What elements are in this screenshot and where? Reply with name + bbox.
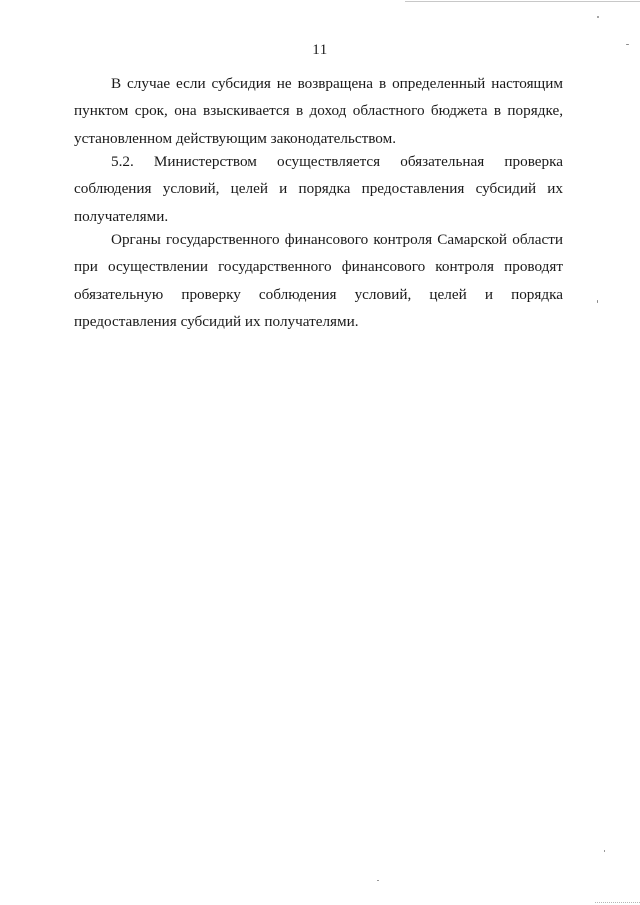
- page-number: 11: [312, 42, 328, 58]
- paragraph-line: Органы государственного финансового контроля Самарской области: [111, 231, 563, 248]
- paragraph-subsidy-refund: [74, 70, 563, 152]
- paragraph-line: при осуществлении государственного финансового контроля проводят: [74, 258, 563, 276]
- paragraph-line: обязательную проверку соблюдения условий, целей и порядка: [74, 285, 563, 303]
- paragraph-line: соблюдения условий, целей и порядка предоставления субсидий их: [74, 180, 563, 198]
- paragraph-line: 5.2. Министерством осуществляется обязательная проверка: [111, 153, 563, 170]
- scan-speck: [597, 300, 598, 303]
- scan-edge-top: [405, 1, 640, 2]
- paragraph-line: получателями.: [74, 207, 169, 225]
- paragraph-financial-control: [74, 226, 563, 335]
- paragraph-line: установленном действующим законодательством.: [74, 129, 397, 147]
- scan-edge-bottom: [595, 902, 640, 903]
- paragraph-line: пунктом срок, она взыскивается в доход областного бюджета в порядке,: [74, 102, 563, 120]
- scan-speck: [377, 880, 379, 881]
- paragraph-ministry-check: [74, 148, 563, 230]
- paragraph-line: предоставления субсидий их получателями.: [74, 312, 359, 330]
- scan-speck: [597, 16, 599, 18]
- scan-speck: [604, 850, 605, 852]
- paragraph-line: В случае если субсидия не возвращена в определенный настоящим: [111, 75, 563, 92]
